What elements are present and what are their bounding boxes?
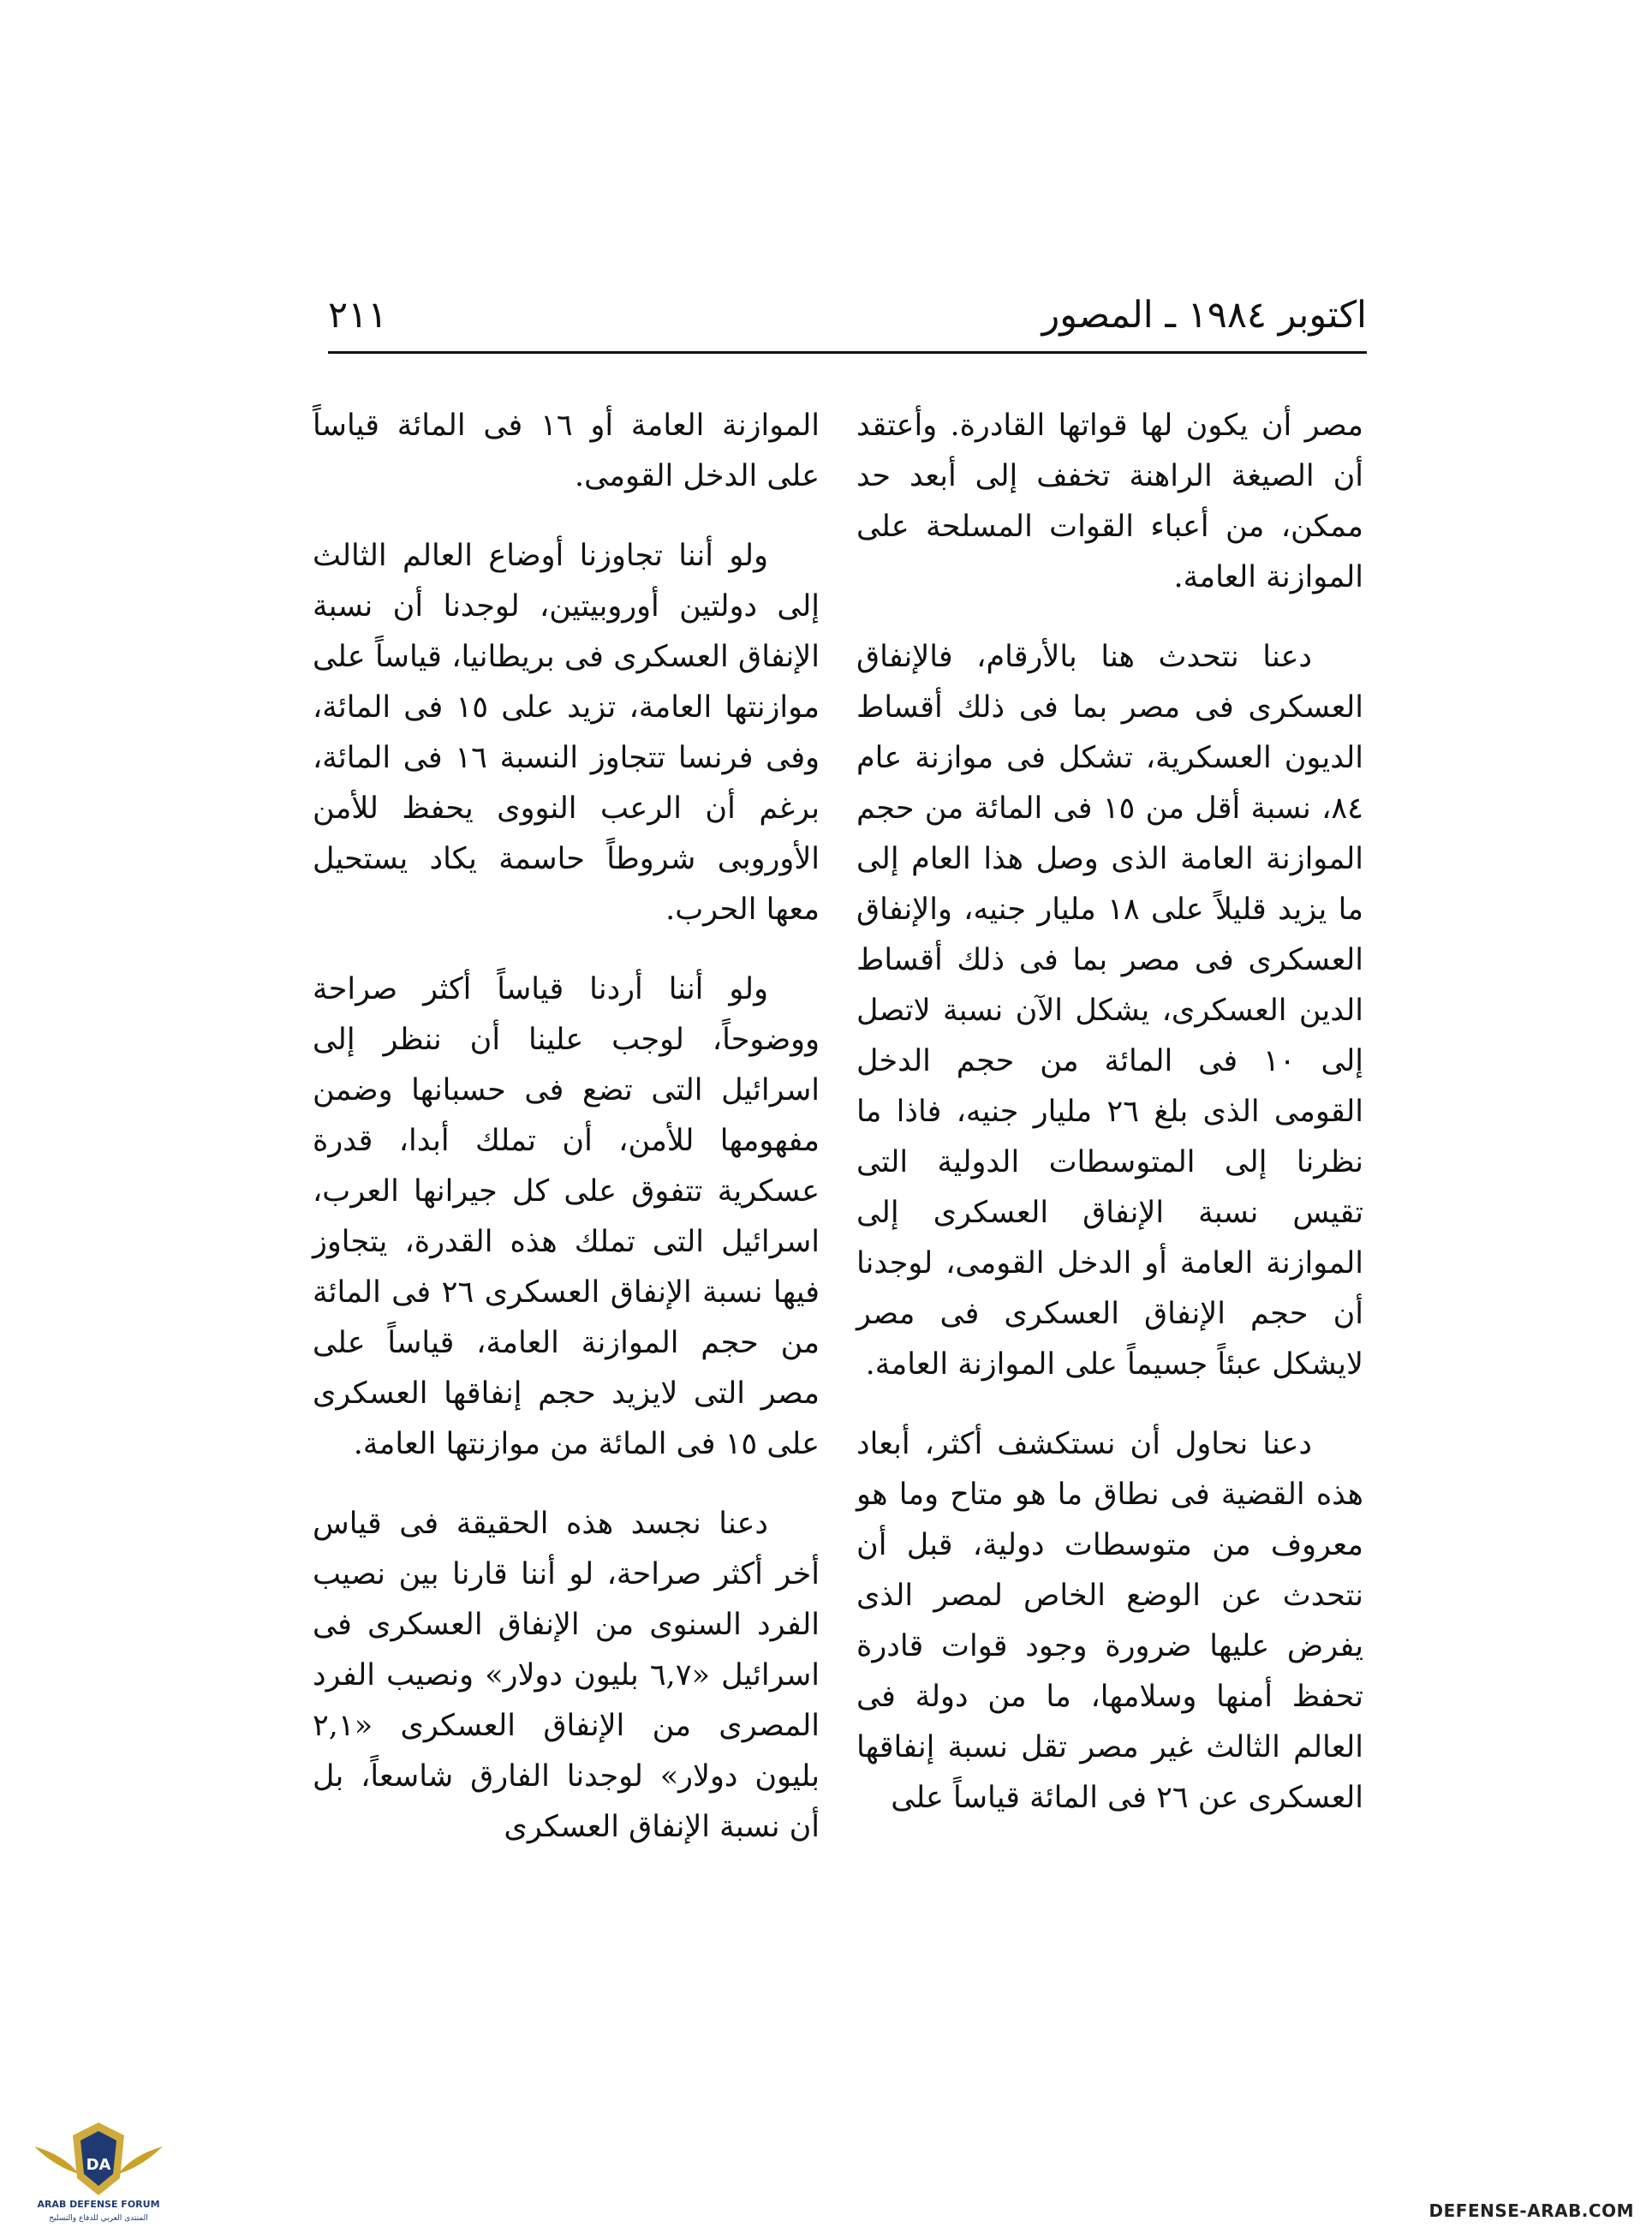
paragraph: دعنا نحاول أن نستكشف أكثر، أبعاد هذه القضية فى نطاق ما هو متاح وما هو معروف من متوسطات دولية، قبل أن نتحدث عن الوضع الخاص لمصر الذى يفرض عليها ضرورة وجود قوات قادرة تحفظ أمنها وسلامها، ما من دولة فى العالم الثالث غير مصر تقل نسبة إنفاقها العسكرى عن ٢٦ فى المائة قياساً على xyxy=(856,1427,1363,1815)
logo-initials: DA xyxy=(86,2156,111,2174)
paragraph: ولو أننا تجاوزنا أوضاع العالم الثالث إلى دولتين أوروبيتين، لوجدنا أن نسبة الإنفاق العسكرى فى بريطانيا، قياساً على موازنتها العامة، تزيد على ١٥ فى المائة، وفى فرنسا تتجاوز النسبة ١٦ فى المائة، برغم أن الرعب النووى يحفظ للأمن الأوروبى شروطاً حاسمة يكاد يستحيل معها الحرب. xyxy=(313,539,820,927)
running-header xyxy=(328,290,1367,354)
paragraph: مصر أن يكون لها قواتها القادرة. وأعتقد أن الصيغة الراهنة تخفف إلى أبعد حد ممكن، من أعباء القوات المسلحة على الموازنة العامة. xyxy=(856,409,1363,594)
page-number: ٢١١ xyxy=(328,294,388,337)
logo-arabic-name: المنتدى العربي للدفاع والتسليح xyxy=(49,2214,148,2223)
right-text-column xyxy=(856,401,1363,1853)
paragraph: دعنا نتحدث هنا بالأرقام، فالإنفاق العسكرى فى مصر بما فى ذلك أقساط الديون العسكرية، تشكل فى موازنة عام ٨٤، نسبة أقل من ١٥ فى المائة من حجم الموازنة العامة الذى وصل هذا العام إلى ما يزيد قليلاً على ١٨ مليار جنيه، والإنفاق العسكرى فى مصر بما فى ذلك أقساط الدين العسكرى، يشكل الآن نسبة لاتصل إلى ١٠ فى المائة من حجم الدخل القومى الذى بلغ ٢٦ مليار جنيه، فاذا ما نظرنا إلى المتوسطات الدولية التى تقيس نسبة الإنفاق العسكرى إلى الموازنة العامة أو الدخل القومى، لوجدنا أن حجم الإنفاق العسكرى فى مصر لايشكل عبئاً جسيماً على الموازنة العامة. xyxy=(856,640,1364,1382)
paragraph: دعنا نجسد هذه الحقيقة فى قياس أخر أكثر صراحة، لو أننا قارنا بين نصيب الفرد السنوى من الإنفاق العسكرى فى اسرائيل «٦,٧ بليون دولار» ونصيب الفرد المصرى من الإنفاق العسكرى «٢,١ بليون دولار» لوجدنا الفارق شاسعاً، بل أن نسبة الإنفاق العسكرى xyxy=(313,1507,820,1844)
paragraph: الموازنة العامة أو ١٦ فى المائة قياساً على الدخل القومى. xyxy=(313,409,820,493)
running-title: اكتوبر ١٩٨٤ ـ المصور xyxy=(1041,294,1367,337)
logo-emblem-icon xyxy=(17,2114,180,2227)
watermark-site-text: DEFENSE-ARAB.COM xyxy=(1428,2200,1634,2221)
left-text-column xyxy=(313,401,820,1882)
arab-defense-forum-logo xyxy=(17,2114,180,2227)
logo-name: ARAB DEFENSE FORUM xyxy=(37,2199,160,2210)
paragraph: ولو أننا أردنا قياساً أكثر صراحة ووضوحاً، لوجب علينا أن ننظر إلى اسرائيل التى تضع فى حسبانها وضمن مفهومها للأمن، أن تملك أبدا، قدرة عسكرية تتفوق على كل جيرانها العرب، اسرائيل التى تملك هذه القدرة، يتجاوز فيها نسبة الإنفاق العسكرى ٢٦ فى المائة من حجم الموازنة العامة، قياساً على مصر التى لايزيد حجم إنفاقها العسكرى على ١٥ فى المائة من موازنتها العامة. xyxy=(313,972,820,1461)
